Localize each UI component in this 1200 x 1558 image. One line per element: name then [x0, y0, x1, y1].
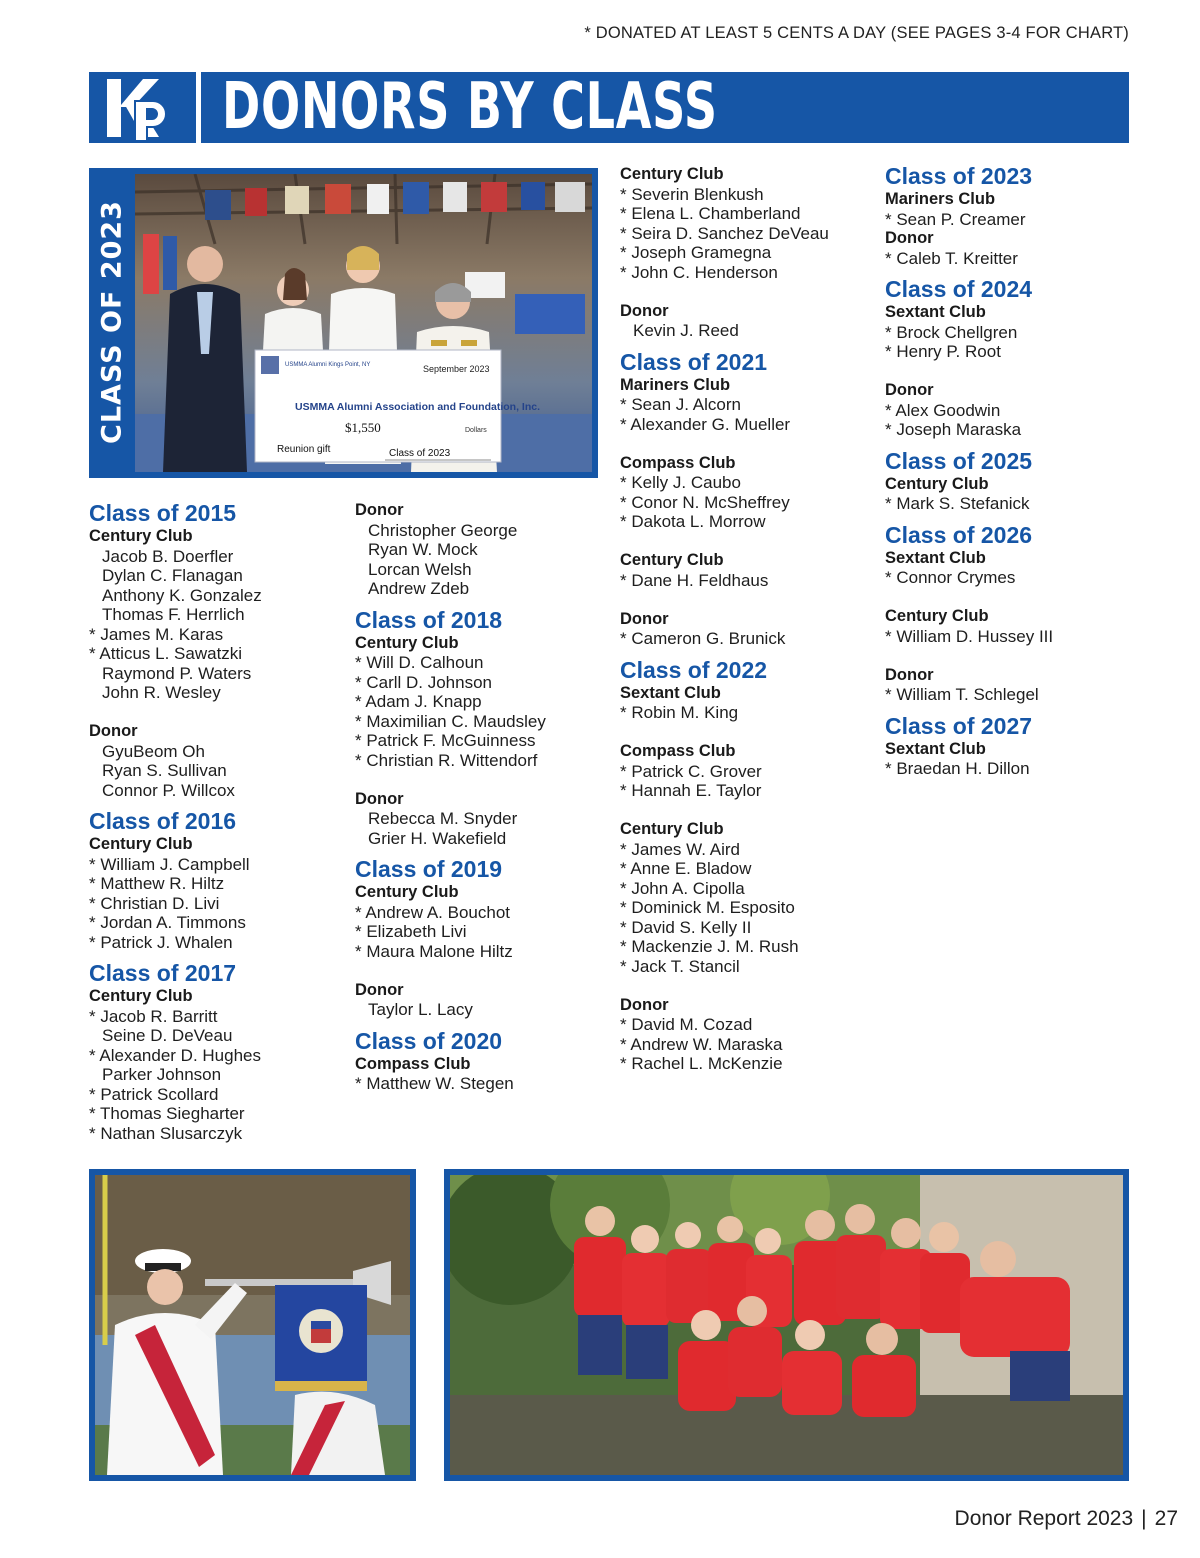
- spacer: [89, 952, 339, 960]
- donor-name: * Andrew A. Bouchot: [355, 902, 510, 922]
- club-heading: Donor: [620, 301, 669, 320]
- club-heading: Mariners Club: [620, 375, 731, 394]
- title-banner: [89, 72, 1129, 143]
- donor-name: * Henry P. Root: [885, 342, 1001, 361]
- donor-name: * Mark S. Stefanick: [885, 494, 1030, 513]
- donor-name: * Christian R. Wittendorf: [355, 750, 538, 770]
- check-payee: USMMA Alumni Association and Foundation, Inc.: [295, 401, 540, 413]
- donor-name: * Thomas Siegharter: [89, 1104, 245, 1123]
- donor-name: Raymond P. Waters: [102, 663, 252, 683]
- donor-name: * Adam J. Knapp: [355, 692, 482, 711]
- spacer: [620, 434, 880, 454]
- donor-name: * Joseph Gramegna: [620, 243, 772, 262]
- spacer: [355, 961, 605, 981]
- donor-name: * David S. Kelly II: [620, 917, 752, 937]
- spacer: [885, 646, 1135, 666]
- club-heading: Century Club: [620, 820, 724, 838]
- class-heading: Class of 2015: [89, 500, 237, 526]
- club-heading: Sextant Club: [620, 683, 721, 702]
- donor-name: * James M. Karas: [89, 624, 224, 644]
- spacer: [355, 848, 605, 856]
- club-heading: Donor: [885, 229, 934, 247]
- donor-name: GyuBeom Oh: [102, 741, 205, 761]
- donor-name: * Sean J. Alcorn: [620, 395, 741, 414]
- donor-name: * Patrick F. McGuinness: [355, 731, 536, 750]
- donor-name: Dylan C. Flanagan: [102, 566, 243, 585]
- club-heading: Donor: [355, 501, 404, 519]
- class-heading: Class of 2021: [620, 348, 768, 375]
- spacer: [620, 282, 880, 302]
- donor-name: Taylor L. Lacy: [368, 1000, 473, 1019]
- donor-name: * Patrick J. Whalen: [89, 932, 233, 952]
- column-1: [89, 500, 339, 1143]
- class-heading: Class of 2027: [885, 712, 1033, 739]
- donor-name: Connor P. Willcox: [102, 780, 235, 800]
- club-heading: Century Club: [620, 551, 724, 569]
- donor-name: * Joseph Maraska: [885, 420, 1022, 439]
- donor-name: * Patrick C. Grover: [620, 761, 762, 781]
- club-heading: Century Club: [620, 165, 724, 183]
- spacer: [885, 588, 1135, 608]
- spacer: [355, 1020, 605, 1028]
- club-heading: Century Club: [885, 474, 989, 493]
- spacer: [885, 514, 1135, 522]
- club-heading: Donor: [355, 980, 404, 999]
- donor-name: Thomas F. Herrlich: [102, 605, 245, 624]
- donor-name: * Maura Malone Hiltz: [355, 941, 513, 961]
- gym-check-photo: [135, 174, 592, 472]
- donor-name: * Dakota L. Morrow: [620, 512, 766, 531]
- donor-name: Ryan W. Mock: [368, 540, 478, 559]
- donor-name: Parker Johnson: [102, 1065, 222, 1084]
- donor-name: Anthony K. Gonzalez: [102, 585, 262, 605]
- donor-name: * Connor Crymes: [885, 568, 1016, 587]
- donor-name: * Rachel L. McKenzie: [620, 1054, 783, 1073]
- club-heading: Century Club: [885, 607, 989, 625]
- donor-name: * Dane H. Feldhaus: [620, 570, 769, 590]
- donor-name: * Christian D. Livi: [89, 893, 220, 913]
- club-heading: Donor: [885, 665, 934, 684]
- donor-name: * Atticus L. Sawatzki: [89, 644, 243, 663]
- donor-name: Jacob B. Doerfler: [102, 546, 234, 566]
- club-heading: Donor: [355, 789, 404, 808]
- class-heading: Class of 2026: [885, 521, 1033, 548]
- donor-name: * Kelly J. Caubo: [620, 473, 741, 492]
- donor-name: Christopher George: [368, 520, 518, 540]
- spacer: [89, 703, 339, 723]
- donor-name: Andrew Zdeb: [368, 579, 470, 598]
- class-heading: Class of 2023: [885, 163, 1033, 189]
- group-photo: [444, 1169, 1129, 1481]
- spacer: [885, 440, 1135, 448]
- page-number: 27: [1154, 1507, 1178, 1530]
- donor-name: * Seira D. Sanchez DeVeau: [620, 223, 829, 243]
- check-signature: Class of 2023: [389, 448, 451, 459]
- spacer: [89, 800, 339, 808]
- donor-name: * Andrew W. Maraska: [620, 1034, 783, 1054]
- donor-name: * John C. Henderson: [620, 262, 778, 282]
- class-heading: Class of 2024: [885, 276, 1033, 302]
- club-heading: Century Club: [89, 527, 193, 545]
- donor-name: * Jordan A. Timmons: [89, 913, 246, 932]
- club-heading: Century Club: [355, 633, 459, 652]
- donor-name: * Elena L. Chamberland: [620, 204, 801, 223]
- donor-name: * Jack T. Stancil: [620, 956, 740, 976]
- donor-name: * Nathan Slusarczyk: [89, 1123, 243, 1143]
- check-date: September 2023: [423, 364, 490, 374]
- spacer: [885, 362, 1135, 382]
- donor-name: * William J. Campbell: [89, 854, 250, 874]
- club-heading: Donor: [89, 722, 138, 740]
- donor-name: * Jacob R. Barritt: [89, 1006, 218, 1026]
- donor-name: * Dominick M. Esposito: [620, 898, 795, 917]
- spacer: [620, 649, 880, 657]
- report-name: Donor Report 2023: [954, 1507, 1134, 1530]
- donation-footnote: * DONATED AT LEAST 5 CENTS A DAY (SEE PAGES 3-4 FOR CHART): [584, 24, 1129, 42]
- banner-divider: [196, 72, 201, 143]
- donor-name: * Patrick Scollard: [89, 1084, 219, 1104]
- donor-name: * Alexander D. Hughes: [89, 1045, 261, 1065]
- column-3: [620, 165, 880, 1074]
- club-heading: Donor: [620, 609, 669, 628]
- donor-name: * William T. Schlegel: [885, 685, 1039, 704]
- donor-name: * Matthew W. Stegen: [355, 1074, 514, 1093]
- spacer: [885, 268, 1135, 276]
- page-title: DONORS BY CLASS: [222, 70, 718, 144]
- check-dollars: Dollars: [465, 427, 487, 434]
- donor-name: Seine D. DeVeau: [102, 1026, 233, 1045]
- donor-name: * Braedan H. Dillon: [885, 759, 1030, 778]
- class-heading: Class of 2020: [355, 1027, 503, 1054]
- club-heading: Sextant Club: [885, 303, 986, 321]
- spacer: [620, 532, 880, 552]
- donor-name: * Elizabeth Livi: [355, 922, 467, 941]
- spacer: [885, 705, 1135, 713]
- spacer: [620, 801, 880, 821]
- club-heading: Century Club: [355, 883, 459, 901]
- class-heading: Class of 2016: [89, 808, 237, 834]
- donor-name: * Cameron G. Brunick: [620, 629, 786, 648]
- spacer: [620, 590, 880, 610]
- donor-name: * Robin M. King: [620, 703, 739, 722]
- donor-name: Ryan S. Sullivan: [102, 761, 227, 780]
- page-footer: [955, 1507, 1178, 1531]
- club-heading: Century Club: [89, 835, 193, 853]
- donor-name: * Will D. Calhoun: [355, 653, 484, 672]
- side-label-text: CLASS OF 2023: [96, 200, 128, 444]
- donor-name: Kevin J. Reed: [633, 321, 739, 340]
- class-of-2023-side-label: [89, 168, 135, 476]
- class-heading: Class of 2025: [885, 447, 1033, 474]
- column-4: [885, 163, 1135, 779]
- donor-name: * Matthew R. Hiltz: [89, 874, 225, 893]
- spacer: [355, 770, 605, 790]
- donor-name: * James W. Aird: [620, 839, 740, 859]
- club-heading: Compass Club: [355, 1054, 471, 1073]
- donor-name: * John A. Cipolla: [620, 878, 745, 898]
- check-memo: Reunion gift: [277, 444, 331, 455]
- group-image: [450, 1175, 1123, 1475]
- donor-name: * Carll D. Johnson: [355, 672, 493, 692]
- bugler-image: [95, 1175, 410, 1475]
- donor-name: * Sean P. Creamer: [885, 209, 1026, 229]
- spacer: [620, 341, 880, 349]
- club-heading: Sextant Club: [885, 739, 986, 758]
- class-heading: Class of 2019: [355, 856, 503, 882]
- class-heading: Class of 2017: [89, 960, 237, 986]
- check-org: USMMA Alumni Kings Point, NY: [285, 362, 371, 368]
- class-of-2023-photo: [89, 168, 598, 478]
- donor-name: Grier H. Wakefield: [368, 828, 507, 848]
- club-heading: Century Club: [89, 987, 193, 1005]
- donor-name: John R. Wesley: [102, 683, 221, 702]
- donor-name: * William D. Hussey III: [885, 626, 1054, 646]
- donor-name: * Hannah E. Taylor: [620, 781, 762, 800]
- check-amount: $1,550: [345, 420, 381, 435]
- club-heading: Compass Club: [620, 742, 736, 760]
- club-heading: Compass Club: [620, 453, 736, 472]
- ceremonial-check: [255, 350, 540, 462]
- spacer: [355, 599, 605, 607]
- spacer: [620, 723, 880, 743]
- club-heading: Donor: [885, 381, 934, 399]
- donor-name: * Maximilian C. Maudsley: [355, 711, 546, 731]
- donor-name: * Caleb T. Kreitter: [885, 248, 1018, 268]
- club-heading: Donor: [620, 995, 669, 1014]
- donor-name: * Severin Blenkush: [620, 184, 764, 204]
- donor-name: Lorcan Welsh: [368, 559, 472, 579]
- club-heading: Sextant Club: [885, 548, 986, 567]
- donor-name: * Alex Goodwin: [885, 400, 1001, 420]
- kp-logo: [103, 75, 175, 141]
- donor-name: * Alexander G. Mueller: [620, 414, 791, 434]
- bugler-photo: [89, 1169, 416, 1481]
- donor-name: * Anne E. Bladow: [620, 859, 752, 878]
- class-heading: Class of 2018: [355, 606, 503, 633]
- donor-name: * Mackenzie J. M. Rush: [620, 937, 799, 956]
- club-heading: Mariners Club: [885, 190, 996, 208]
- donor-name: * Conor N. McSheffrey: [620, 492, 790, 512]
- donor-name: * Brock Chellgren: [885, 322, 1018, 342]
- donor-name: Rebecca M. Snyder: [368, 809, 518, 828]
- spacer: [620, 976, 880, 996]
- class-heading: Class of 2022: [620, 656, 768, 683]
- column-2: [355, 501, 605, 1094]
- footer-separator: |: [1141, 1507, 1147, 1530]
- donor-name: * David M. Cozad: [620, 1015, 753, 1034]
